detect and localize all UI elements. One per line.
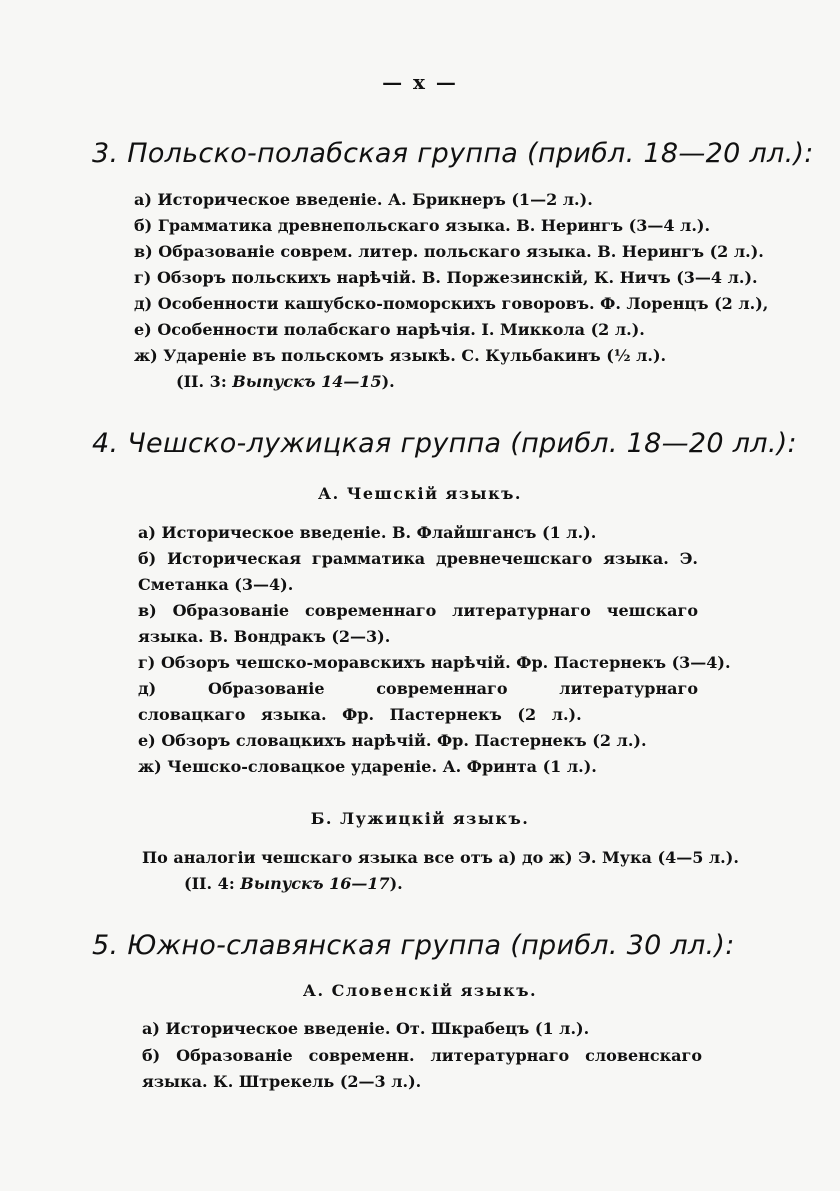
list-item-text: д) Образованіе современнаго литературнаго словацкаго языка. Фр. Пастернекъ (2 л.). <box>138 679 698 724</box>
section-heading-4: 4. Чешско-лужицкая группа (прибл. 18—20 лл.): <box>92 428 797 459</box>
section-heading-3: 3. Польско-полабская группа (прибл. 18—20 лл.): <box>92 138 814 169</box>
volume-note <box>184 871 403 897</box>
subsection-title: А. Словенскій языкъ. <box>302 981 538 1000</box>
list-item: б) Грамматика древнепольскаго языка. В. Нерингъ (3—4 л.). <box>134 216 711 235</box>
list-item-text: в) Образованіе современнаго литературнаго чешскаго языка. В. Вондракъ (2—3). <box>138 601 698 646</box>
volume-note <box>176 369 395 395</box>
list-item: в) Образованіе соврем. литер. польскаго языка. В. Нерингъ (2 л.). <box>134 242 764 261</box>
list-item: г) Обзоръ чешско-моравскихъ нарѣчій. Фр. Пастернекъ (3—4). <box>138 653 731 672</box>
volume-prefix: (II. 3: <box>176 372 233 391</box>
list-item: е) Обзоръ словацкихъ нарѣчій. Фр. Пастернекъ (2 л.). <box>138 731 647 750</box>
list-item: а) Историческое введеніе. В. Флайшгансъ (1 л.). <box>138 523 597 542</box>
list-item: а) Историческое введеніе. От. Шкрабецъ (1 л.). <box>142 1019 590 1038</box>
paragraph: По аналогіи чешскаго языка все отъ а) до ж) Э. Мука (4—5 л.). <box>142 848 739 867</box>
list-item: а) Историческое введеніе. А. Брикнеръ (1—2 л.). <box>134 190 593 209</box>
subsection-title: Б. Лужицкій языкъ. <box>310 809 530 828</box>
list-item: д) Особенности кашубско-поморскихъ говоровъ. Ф. Лоренцъ (2 л.), <box>134 294 769 313</box>
list-item <box>142 1043 702 1095</box>
page-number: — x — <box>382 70 458 94</box>
list-item-text: б) Образованіе современн. литературнаго словенскаго языка. К. Штрекель (2—3 л.). <box>142 1046 702 1091</box>
volume-prefix: (II. 4: <box>184 874 241 893</box>
subsection-title: А. Чешскій языкъ. <box>318 484 522 503</box>
list-item <box>138 546 698 598</box>
list-item: г) Обзоръ польскихъ нарѣчій. В. Поржезинскій, К. Ничъ (3—4 л.). <box>134 268 758 287</box>
list-item: ж) Удареніе въ польскомъ языкѣ. С. Кульбакинъ (½ л.). <box>134 346 667 365</box>
section-heading-5: 5. Южно-славянская группа (прибл. 30 лл.): <box>92 930 735 961</box>
volume-issue: Выпускъ 16—17 <box>240 874 390 893</box>
list-item <box>138 598 698 650</box>
list-item: ж) Чешско-словацкое удареніе. А. Фринта (1 л.). <box>138 757 597 776</box>
volume-issue: Выпускъ 14—15 <box>232 372 382 391</box>
volume-suffix: ). <box>381 372 395 391</box>
list-item: е) Особенности полабскаго нарѣчія. І. Миккола (2 л.). <box>134 320 645 339</box>
list-item-text: б) Историческая грамматика древнечешскаго языка. Э. Сметанка (3—4). <box>138 549 698 594</box>
list-item <box>138 676 698 728</box>
volume-suffix: ). <box>389 874 403 893</box>
